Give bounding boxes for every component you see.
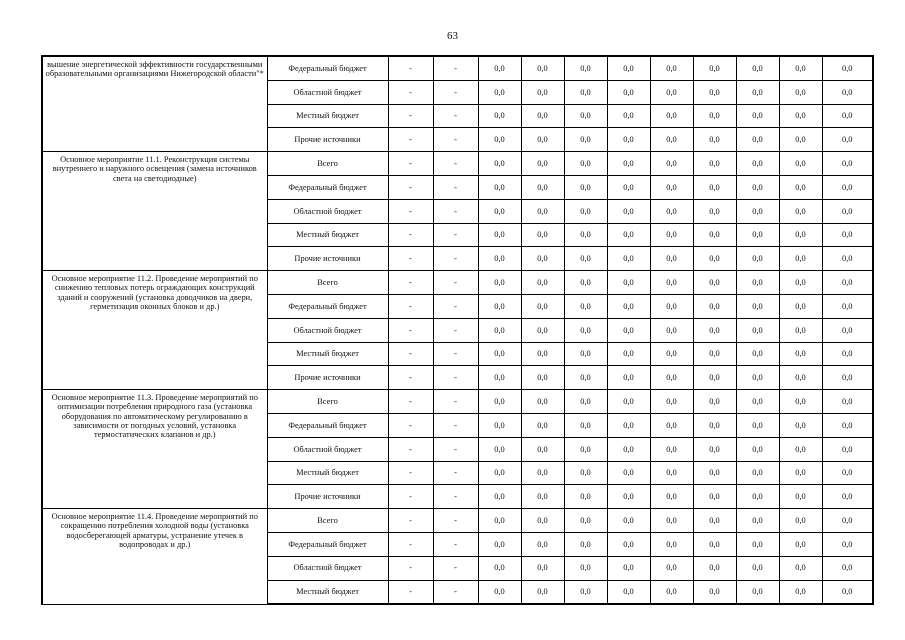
value-cell: 0,0	[779, 556, 822, 580]
value-cell: 0,0	[822, 175, 873, 199]
value-cell: 0,0	[693, 390, 736, 414]
value-cell: 0,0	[607, 556, 650, 580]
dash-cell: -	[433, 437, 478, 461]
funding-source: Областной бюджет	[267, 437, 388, 461]
value-cell: 0,0	[564, 199, 607, 223]
dash-cell: -	[388, 56, 433, 80]
value-cell: 0,0	[650, 56, 693, 80]
value-cell: 0,0	[564, 223, 607, 247]
funding-source: Местный бюджет	[267, 580, 388, 604]
value-cell: 0,0	[521, 56, 564, 80]
value-cell: 0,0	[478, 223, 521, 247]
value-cell: 0,0	[779, 104, 822, 128]
dash-cell: -	[433, 532, 478, 556]
funding-source: Всего	[267, 390, 388, 414]
value-cell: 0,0	[607, 437, 650, 461]
value-cell: 0,0	[521, 223, 564, 247]
value-cell: 0,0	[607, 485, 650, 509]
value-cell: 0,0	[822, 56, 873, 80]
value-cell: 0,0	[779, 199, 822, 223]
value-cell: 0,0	[607, 223, 650, 247]
funding-source: Прочие источники	[267, 247, 388, 271]
value-cell: 0,0	[693, 128, 736, 152]
value-cell: 0,0	[564, 461, 607, 485]
funding-source: Федеральный бюджет	[267, 294, 388, 318]
value-cell: 0,0	[822, 413, 873, 437]
value-cell: 0,0	[564, 437, 607, 461]
value-cell: 0,0	[564, 556, 607, 580]
value-cell: 0,0	[650, 104, 693, 128]
value-cell: 0,0	[521, 342, 564, 366]
value-cell: 0,0	[822, 461, 873, 485]
value-cell: 0,0	[693, 485, 736, 509]
value-cell: 0,0	[478, 390, 521, 414]
value-cell: 0,0	[779, 342, 822, 366]
value-cell: 0,0	[607, 580, 650, 604]
value-cell: 0,0	[822, 294, 873, 318]
value-cell: 0,0	[521, 485, 564, 509]
value-cell: 0,0	[478, 580, 521, 604]
value-cell: 0,0	[822, 342, 873, 366]
value-cell: 0,0	[607, 390, 650, 414]
value-cell: 0,0	[521, 390, 564, 414]
value-cell: 0,0	[822, 128, 873, 152]
value-cell: 0,0	[822, 271, 873, 295]
dash-cell: -	[433, 342, 478, 366]
dash-cell: -	[388, 485, 433, 509]
value-cell: 0,0	[564, 175, 607, 199]
dash-cell: -	[433, 366, 478, 390]
value-cell: 0,0	[779, 437, 822, 461]
funding-source: Областной бюджет	[267, 80, 388, 104]
dash-cell: -	[388, 366, 433, 390]
dash-cell: -	[433, 80, 478, 104]
value-cell: 0,0	[822, 199, 873, 223]
value-cell: 0,0	[736, 413, 779, 437]
value-cell: 0,0	[521, 461, 564, 485]
value-cell: 0,0	[822, 366, 873, 390]
value-cell: 0,0	[564, 366, 607, 390]
funding-source: Прочие источники	[267, 128, 388, 152]
value-cell: 0,0	[564, 80, 607, 104]
value-cell: 0,0	[779, 366, 822, 390]
value-cell: 0,0	[693, 56, 736, 80]
value-cell: 0,0	[564, 532, 607, 556]
value-cell: 0,0	[822, 532, 873, 556]
value-cell: 0,0	[736, 247, 779, 271]
dash-cell: -	[388, 104, 433, 128]
value-cell: 0,0	[650, 247, 693, 271]
value-cell: 0,0	[779, 223, 822, 247]
funding-source: Прочие источники	[267, 366, 388, 390]
value-cell: 0,0	[693, 175, 736, 199]
value-cell: 0,0	[779, 294, 822, 318]
value-cell: 0,0	[736, 366, 779, 390]
value-cell: 0,0	[478, 461, 521, 485]
value-cell: 0,0	[822, 80, 873, 104]
value-cell: 0,0	[564, 390, 607, 414]
value-cell: 0,0	[736, 556, 779, 580]
value-cell: 0,0	[693, 342, 736, 366]
dash-cell: -	[433, 223, 478, 247]
dash-cell: -	[388, 294, 433, 318]
value-cell: 0,0	[650, 509, 693, 533]
value-cell: 0,0	[521, 294, 564, 318]
value-cell: 0,0	[822, 580, 873, 604]
value-cell: 0,0	[779, 80, 822, 104]
value-cell: 0,0	[521, 318, 564, 342]
value-cell: 0,0	[521, 413, 564, 437]
value-cell: 0,0	[478, 413, 521, 437]
dash-cell: -	[433, 318, 478, 342]
value-cell: 0,0	[693, 271, 736, 295]
value-cell: 0,0	[736, 104, 779, 128]
value-cell: 0,0	[607, 104, 650, 128]
value-cell: 0,0	[607, 80, 650, 104]
value-cell: 0,0	[822, 223, 873, 247]
table-row	[42, 271, 873, 295]
value-cell: 0,0	[736, 128, 779, 152]
value-cell: 0,0	[478, 128, 521, 152]
value-cell: 0,0	[779, 509, 822, 533]
value-cell: 0,0	[478, 318, 521, 342]
value-cell: 0,0	[650, 318, 693, 342]
value-cell: 0,0	[779, 175, 822, 199]
value-cell: 0,0	[564, 318, 607, 342]
value-cell: 0,0	[693, 437, 736, 461]
value-cell: 0,0	[478, 247, 521, 271]
value-cell: 0,0	[693, 318, 736, 342]
dash-cell: -	[388, 271, 433, 295]
funding-source: Всего	[267, 271, 388, 295]
value-cell: 0,0	[779, 271, 822, 295]
value-cell: 0,0	[521, 175, 564, 199]
value-cell: 0,0	[650, 80, 693, 104]
dash-cell: -	[433, 413, 478, 437]
dash-cell: -	[388, 152, 433, 176]
value-cell: 0,0	[478, 366, 521, 390]
value-cell: 0,0	[564, 413, 607, 437]
dash-cell: -	[388, 580, 433, 604]
dash-cell: -	[388, 532, 433, 556]
funding-source: Областной бюджет	[267, 556, 388, 580]
value-cell: 0,0	[693, 152, 736, 176]
value-cell: 0,0	[736, 532, 779, 556]
value-cell: 0,0	[478, 152, 521, 176]
value-cell: 0,0	[693, 413, 736, 437]
value-cell: 0,0	[779, 56, 822, 80]
value-cell: 0,0	[607, 366, 650, 390]
dash-cell: -	[433, 104, 478, 128]
value-cell: 0,0	[650, 199, 693, 223]
table-row	[42, 152, 873, 176]
value-cell: 0,0	[822, 152, 873, 176]
dash-cell: -	[388, 247, 433, 271]
value-cell: 0,0	[564, 152, 607, 176]
value-cell: 0,0	[736, 56, 779, 80]
value-cell: 0,0	[607, 342, 650, 366]
dash-cell: -	[433, 390, 478, 414]
value-cell: 0,0	[521, 152, 564, 176]
value-cell: 0,0	[650, 532, 693, 556]
value-cell: 0,0	[564, 247, 607, 271]
value-cell: 0,0	[607, 128, 650, 152]
dash-cell: -	[388, 413, 433, 437]
funding-source: Федеральный бюджет	[267, 175, 388, 199]
value-cell: 0,0	[736, 152, 779, 176]
value-cell: 0,0	[779, 318, 822, 342]
value-cell: 0,0	[478, 437, 521, 461]
value-cell: 0,0	[736, 80, 779, 104]
value-cell: 0,0	[693, 104, 736, 128]
value-cell: 0,0	[564, 580, 607, 604]
value-cell: 0,0	[478, 271, 521, 295]
value-cell: 0,0	[736, 437, 779, 461]
dash-cell: -	[433, 271, 478, 295]
value-cell: 0,0	[478, 532, 521, 556]
value-cell: 0,0	[822, 104, 873, 128]
value-cell: 0,0	[693, 532, 736, 556]
dash-cell: -	[433, 128, 478, 152]
funding-source: Прочие источники	[267, 485, 388, 509]
value-cell: 0,0	[607, 532, 650, 556]
value-cell: 0,0	[607, 461, 650, 485]
value-cell: 0,0	[822, 318, 873, 342]
dash-cell: -	[433, 556, 478, 580]
value-cell: 0,0	[650, 390, 693, 414]
value-cell: 0,0	[478, 556, 521, 580]
dash-cell: -	[388, 199, 433, 223]
value-cell: 0,0	[779, 532, 822, 556]
value-cell: 0,0	[607, 318, 650, 342]
value-cell: 0,0	[478, 485, 521, 509]
funding-source: Местный бюджет	[267, 223, 388, 247]
dash-cell: -	[433, 485, 478, 509]
dash-cell: -	[388, 223, 433, 247]
table-row	[42, 56, 873, 80]
value-cell: 0,0	[564, 104, 607, 128]
value-cell: 0,0	[779, 413, 822, 437]
dash-cell: -	[433, 461, 478, 485]
value-cell: 0,0	[607, 271, 650, 295]
value-cell: 0,0	[779, 128, 822, 152]
value-cell: 0,0	[521, 271, 564, 295]
dash-cell: -	[388, 461, 433, 485]
table-row	[42, 509, 873, 533]
dash-cell: -	[433, 175, 478, 199]
measure-title: вышение энергетической эффективности государственными образовательными организациями Нижегородской области"*	[42, 56, 267, 152]
dash-cell: -	[433, 509, 478, 533]
value-cell: 0,0	[736, 199, 779, 223]
dash-cell: -	[388, 80, 433, 104]
value-cell: 0,0	[693, 247, 736, 271]
measure-title: Основное мероприятие 11.3. Проведение мероприятий по оптимизации потребления природного газа (установка оборудования по автоматическому регулированию в зависимости от погодных условий, установка термостатических клапанов и др.)	[42, 390, 267, 509]
value-cell: 0,0	[564, 294, 607, 318]
funding-source: Федеральный бюджет	[267, 532, 388, 556]
value-cell: 0,0	[650, 437, 693, 461]
measure-title: Основное мероприятие 11.2. Проведение мероприятий по снижению тепловых потерь ограждающих конструкций зданий и сооружений (установка доводчиков на двери, герметизация оконных блоков и др.)	[42, 271, 267, 390]
value-cell: 0,0	[564, 128, 607, 152]
dash-cell: -	[433, 199, 478, 223]
dash-cell: -	[433, 56, 478, 80]
value-cell: 0,0	[693, 294, 736, 318]
value-cell: 0,0	[478, 175, 521, 199]
value-cell: 0,0	[822, 247, 873, 271]
value-cell: 0,0	[478, 342, 521, 366]
value-cell: 0,0	[779, 390, 822, 414]
value-cell: 0,0	[693, 223, 736, 247]
value-cell: 0,0	[607, 247, 650, 271]
value-cell: 0,0	[521, 509, 564, 533]
value-cell: 0,0	[607, 294, 650, 318]
value-cell: 0,0	[693, 580, 736, 604]
funding-source: Местный бюджет	[267, 461, 388, 485]
value-cell: 0,0	[607, 152, 650, 176]
dash-cell: -	[433, 294, 478, 318]
dash-cell: -	[388, 128, 433, 152]
value-cell: 0,0	[650, 413, 693, 437]
value-cell: 0,0	[736, 175, 779, 199]
value-cell: 0,0	[521, 128, 564, 152]
value-cell: 0,0	[607, 175, 650, 199]
value-cell: 0,0	[521, 80, 564, 104]
value-cell: 0,0	[693, 80, 736, 104]
funding-source: Федеральный бюджет	[267, 56, 388, 80]
page-number: 63	[447, 30, 458, 42]
dash-cell: -	[433, 152, 478, 176]
value-cell: 0,0	[650, 175, 693, 199]
value-cell: 0,0	[564, 56, 607, 80]
value-cell: 0,0	[650, 461, 693, 485]
value-cell: 0,0	[693, 556, 736, 580]
value-cell: 0,0	[521, 366, 564, 390]
dash-cell: -	[388, 437, 433, 461]
dash-cell: -	[388, 342, 433, 366]
funding-source: Областной бюджет	[267, 318, 388, 342]
value-cell: 0,0	[822, 390, 873, 414]
value-cell: 0,0	[478, 56, 521, 80]
value-cell: 0,0	[822, 437, 873, 461]
value-cell: 0,0	[779, 461, 822, 485]
value-cell: 0,0	[736, 318, 779, 342]
value-cell: 0,0	[650, 485, 693, 509]
value-cell: 0,0	[521, 247, 564, 271]
value-cell: 0,0	[736, 580, 779, 604]
value-cell: 0,0	[521, 556, 564, 580]
table-body	[42, 56, 873, 604]
measure-title: Основное мероприятие 11.4. Проведение мероприятий по сокращению потребления холодной воды (установка водосберегающей арматуры, устранение утечек в водопроводах и др.)	[42, 509, 267, 605]
value-cell: 0,0	[478, 80, 521, 104]
value-cell: 0,0	[693, 509, 736, 533]
value-cell: 0,0	[521, 580, 564, 604]
value-cell: 0,0	[650, 223, 693, 247]
dash-cell: -	[388, 390, 433, 414]
value-cell: 0,0	[736, 485, 779, 509]
value-cell: 0,0	[607, 413, 650, 437]
value-cell: 0,0	[736, 342, 779, 366]
value-cell: 0,0	[736, 390, 779, 414]
value-cell: 0,0	[650, 366, 693, 390]
value-cell: 0,0	[822, 556, 873, 580]
value-cell: 0,0	[521, 104, 564, 128]
funding-source: Всего	[267, 152, 388, 176]
value-cell: 0,0	[564, 509, 607, 533]
funding-source: Областной бюджет	[267, 199, 388, 223]
value-cell: 0,0	[822, 509, 873, 533]
value-cell: 0,0	[564, 485, 607, 509]
value-cell: 0,0	[650, 342, 693, 366]
value-cell: 0,0	[650, 152, 693, 176]
value-cell: 0,0	[779, 152, 822, 176]
funding-source: Всего	[267, 509, 388, 533]
funding-source: Местный бюджет	[267, 104, 388, 128]
value-cell: 0,0	[478, 509, 521, 533]
value-cell: 0,0	[650, 271, 693, 295]
table-row	[42, 390, 873, 414]
value-cell: 0,0	[521, 437, 564, 461]
value-cell: 0,0	[822, 485, 873, 509]
value-cell: 0,0	[736, 223, 779, 247]
value-cell: 0,0	[478, 199, 521, 223]
value-cell: 0,0	[736, 294, 779, 318]
dash-cell: -	[388, 509, 433, 533]
dash-cell: -	[388, 556, 433, 580]
value-cell: 0,0	[693, 366, 736, 390]
value-cell: 0,0	[693, 461, 736, 485]
value-cell: 0,0	[564, 342, 607, 366]
value-cell: 0,0	[736, 461, 779, 485]
value-cell: 0,0	[607, 199, 650, 223]
value-cell: 0,0	[607, 56, 650, 80]
funding-source: Местный бюджет	[267, 342, 388, 366]
funding-source: Федеральный бюджет	[267, 413, 388, 437]
value-cell: 0,0	[521, 532, 564, 556]
value-cell: 0,0	[564, 271, 607, 295]
value-cell: 0,0	[650, 556, 693, 580]
value-cell: 0,0	[779, 485, 822, 509]
measure-title: Основное мероприятие 11.1. Реконструкция системы внутреннего и наружного освещения (замена источников света на светодиодные)	[42, 152, 267, 271]
budget-table	[41, 55, 874, 605]
value-cell: 0,0	[478, 104, 521, 128]
value-cell: 0,0	[650, 128, 693, 152]
value-cell: 0,0	[736, 509, 779, 533]
value-cell: 0,0	[736, 271, 779, 295]
dash-cell: -	[433, 247, 478, 271]
value-cell: 0,0	[521, 199, 564, 223]
dash-cell: -	[388, 175, 433, 199]
value-cell: 0,0	[779, 247, 822, 271]
value-cell: 0,0	[650, 294, 693, 318]
value-cell: 0,0	[693, 199, 736, 223]
value-cell: 0,0	[478, 294, 521, 318]
dash-cell: -	[388, 318, 433, 342]
value-cell: 0,0	[607, 509, 650, 533]
value-cell: 0,0	[779, 580, 822, 604]
dash-cell: -	[433, 580, 478, 604]
value-cell: 0,0	[650, 580, 693, 604]
